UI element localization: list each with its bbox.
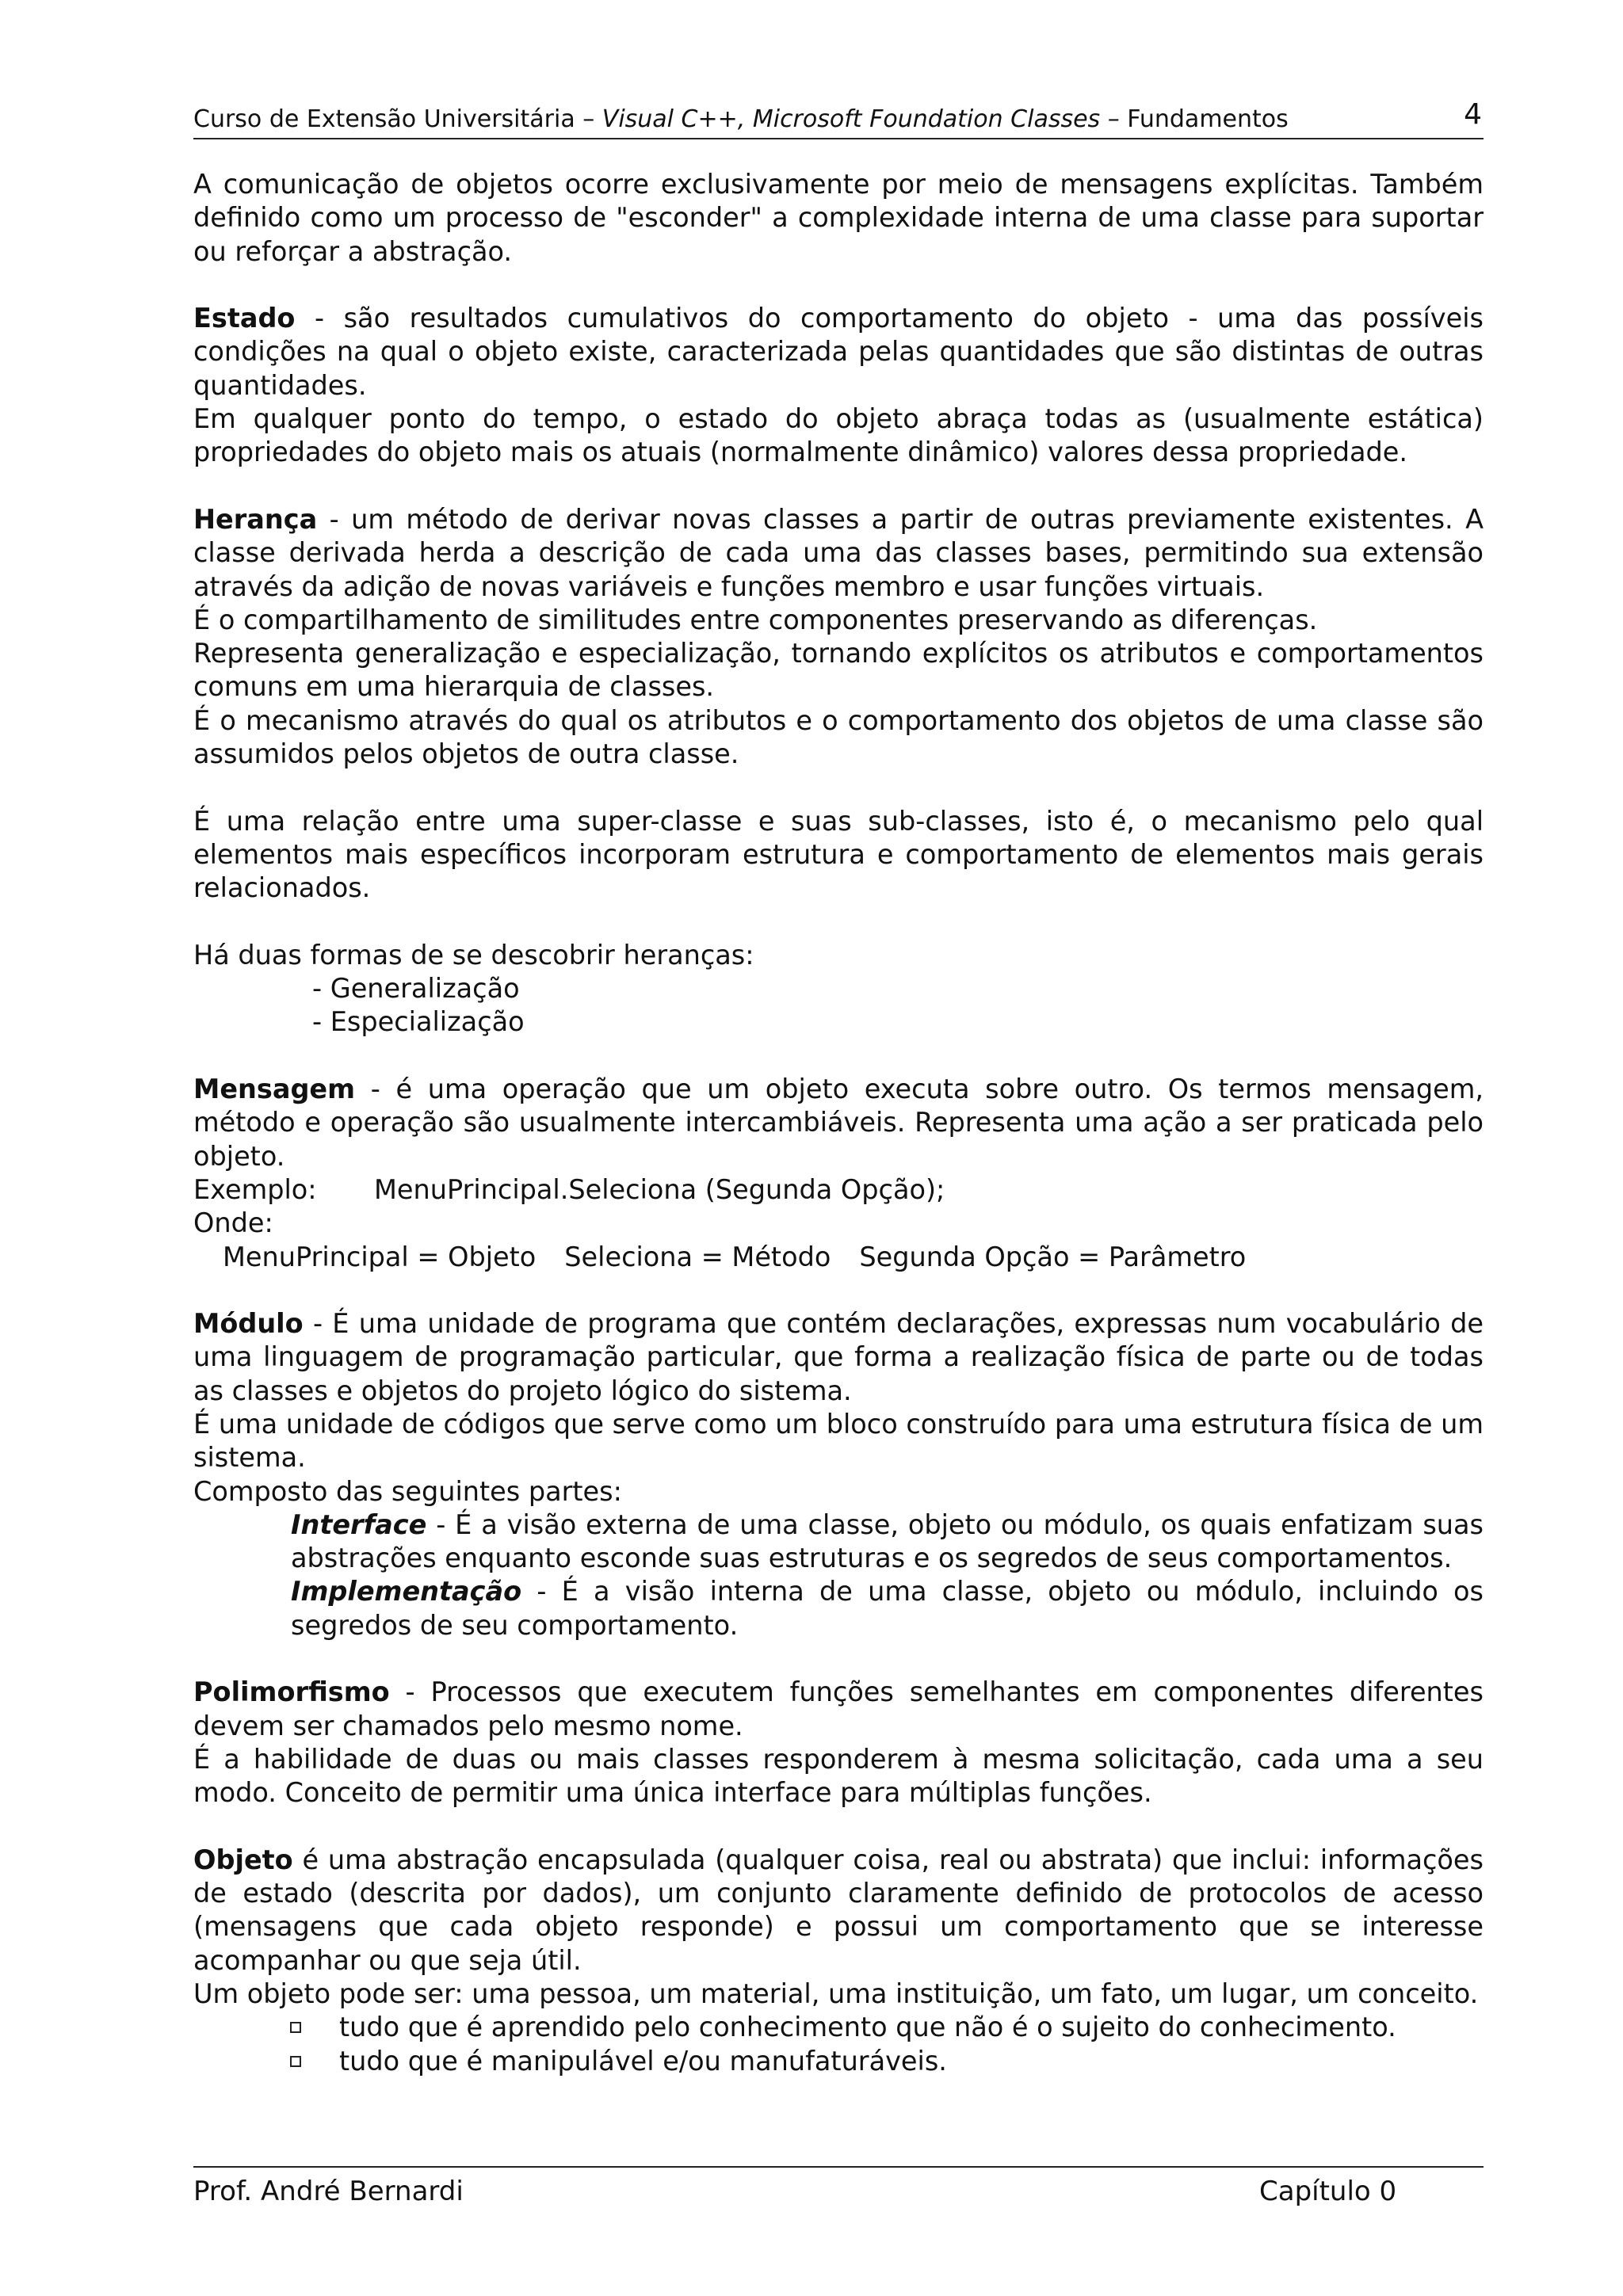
mensagem-term: Mensagem [193, 1074, 356, 1105]
objeto-bullet-1: tudo que é aprendido pelo conhecimento que não é o sujeito do conhecimento. [193, 2011, 1484, 2044]
heranca-term: Herança [193, 503, 318, 535]
heranca-paragraph-4: É o mecanismo através do qual os atributos e o comportamento dos objetos de uma classe são assumidos pelos objetos de outra classe. [193, 704, 1484, 770]
polimorfismo-term: Polimorfismo [193, 1676, 390, 1708]
estado-term: Estado [193, 303, 296, 334]
objeto-paragraph-2: Um objeto pode ser: uma pessoa, um material, uma instituição, um fato, um lugar, um conceito. [193, 1978, 1479, 2010]
heranca-paragraph-2: É o compartilhamento de similitudes entre componentes preservando as diferenças. [193, 604, 1318, 635]
modulo-paragraph-2: É uma unidade de códigos que serve como um bloco construído para uma estrutura física de um sistema. [193, 1408, 1484, 1474]
interface-term: Interface [291, 1508, 427, 1540]
mensagem-onde: Onde: [193, 1207, 273, 1239]
objeto-paragraph: Objeto é uma abstração encapsulada (qualquer coisa, real ou abstrata) que inclui: informações de estado (descrita por dados), um conjunto claramente definido de protocolos de acesso (mensagens que cada objeto responde) e possui um comportamento que se interesse acompanhar ou que seja útil. [193, 1844, 1484, 1976]
checkbox-bullet-icon [290, 2056, 301, 2067]
objeto-bullet-2: tudo que é manipulável e/ou manufaturáveis. [193, 2045, 1484, 2078]
footer-author: Prof. André Bernardi [193, 2176, 464, 2207]
header-title: Curso de Extensão Universitária – Visual C++, Microsoft Foundation Classes – Fundamentos [193, 105, 1289, 133]
header-title-italic: Visual C++, Microsoft Foundation Classes [601, 105, 1101, 133]
example-label: Exemplo: [193, 1173, 317, 1205]
mensagem-mapping: MenuPrincipal = Objeto Seleciona = Método Segunda Opção = Parâmetro [223, 1241, 1247, 1272]
example-code: MenuPrincipal.Seleciona (Segunda Opção); [374, 1173, 945, 1205]
polimorfismo-paragraph-2: É a habilidade de duas ou mais classes responderem à mesma solicitação, cada uma a seu modo. Conceito de permitir uma única interface para múltiplas funções. [193, 1743, 1484, 1809]
heranca-paragraph-3: Representa generalização e especialização, tornando explícitos os atributos e comportamentos comuns em uma hierarquia de classes. [193, 638, 1484, 703]
mensagem-example [193, 1173, 1484, 1207]
page-footer [193, 2166, 1484, 2207]
page-body [193, 168, 1484, 2078]
heranca-forma-especializacao: - Especialização [312, 1006, 525, 1038]
modulo-paragraph-3: Composto das seguintes partes: [193, 1475, 622, 1507]
modulo-term: Módulo [193, 1308, 304, 1340]
modulo-implementacao: Implementação - É a visão interna de uma classe, objeto ou módulo, incluindo os segredos de seu comportamento. [291, 1576, 1484, 1641]
footer-chapter: Capítulo 0 [1259, 2176, 1397, 2207]
mensagem-paragraph: Mensagem - é uma operação que um objeto executa sobre outro. Os termos mensagem, método e operação são usualmente intercambiáveis. Representa uma ação a ser praticada pelo objeto. [193, 1074, 1484, 1172]
heranca-paragraph-5: É uma relação entre uma super-classe e suas sub-classes, isto é, o mecanismo pelo qual elementos mais específicos incorporam estrutura e comportamento de elementos mais gerais relacionados. [193, 805, 1484, 904]
estado-paragraph-2: Em qualquer ponto do tempo, o estado do objeto abraça todas as (usualmente estática) propriedades do objeto mais os atuais (normalmente dinâmico) valores dessa propriedade. [193, 403, 1484, 468]
implementacao-term: Implementação [291, 1576, 522, 1608]
modulo-interface: Interface - É a visão externa de uma classe, objeto ou módulo, os quais enfatizam suas abstrações enquanto esconde suas estruturas e os segredos de seus comportamentos. [291, 1508, 1484, 1574]
objeto-term: Objeto [193, 1844, 293, 1875]
estado-paragraph: Estado - são resultados cumulativos do comportamento do objeto - uma das possíveis condições na qual o objeto existe, caracterizada pelas quantidades que são distintas de outras quantidades. [193, 303, 1484, 401]
intro-paragraph: A comunicação de objetos ocorre exclusivamente por meio de mensagens explícitas. Também definido como um processo de "esconder" a complexidade interna de uma classe para suportar ou reforçar a abstração. [193, 169, 1484, 267]
heranca-formas-intro: Há duas formas de se descobrir heranças: [193, 939, 754, 971]
page-header [193, 92, 1484, 139]
heranca-paragraph: Herança - um método de derivar novas classes a partir de outras previamente existentes. A classe derivada herda a descrição de cada uma das classes bases, permitindo sua extensão através da adição de novas variáveis e funções membro e usar funções virtuais. [193, 503, 1484, 602]
polimorfismo-paragraph: Polimorfismo - Processos que executem funções semelhantes em componentes diferentes devem ser chamados pelo mesmo nome. [193, 1676, 1484, 1741]
checkbox-bullet-icon [290, 2022, 301, 2033]
modulo-paragraph: Módulo - É uma unidade de programa que contém declarações, expressas num vocabulário de uma linguagem de programação particular, que forma a realização física de parte ou de todas as classes e objetos do projeto lógico do sistema. [193, 1308, 1484, 1406]
page-number: 4 [1464, 98, 1482, 131]
heranca-forma-generalizacao: - Generalização [312, 973, 520, 1005]
